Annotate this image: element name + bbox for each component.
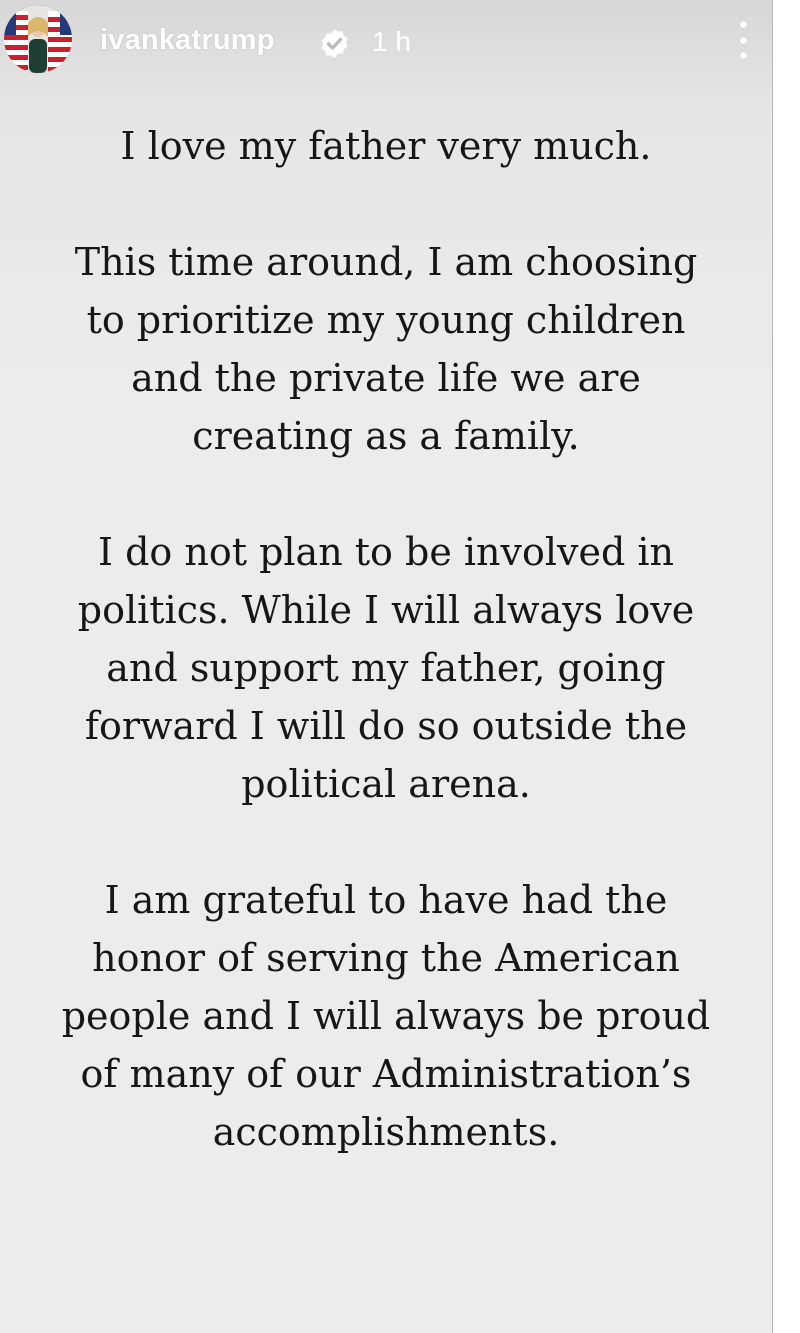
more-options-icon[interactable]	[728, 18, 758, 62]
verified-badge-icon	[318, 27, 351, 60]
post-time: 1 h	[372, 26, 411, 57]
story-paragraph-4: I am grateful to have had the honor of serving the American people and I will always be proud of many of our Administration’s accomplishments.	[61, 878, 711, 1154]
story-paragraph-2: This time around, I am choosing to prioritize my young children and the private life we are creating as a family.	[74, 240, 698, 458]
username[interactable]: ivankatrump	[100, 24, 275, 56]
story-text	[60, 117, 712, 1161]
more-dot	[740, 37, 747, 44]
story-paragraph-1: I love my father very much.	[120, 124, 652, 168]
avatar-flags-icon	[4, 5, 72, 73]
more-dot	[740, 52, 747, 59]
right-edge-strip	[772, 0, 800, 1333]
more-dot	[740, 21, 747, 28]
profile-avatar[interactable]	[4, 5, 72, 73]
story-header	[0, 0, 772, 84]
story-paragraph-3: I do not plan to be involved in politics. While I will always love and support my father, going forward I will do so outside the political arena.	[77, 530, 695, 806]
